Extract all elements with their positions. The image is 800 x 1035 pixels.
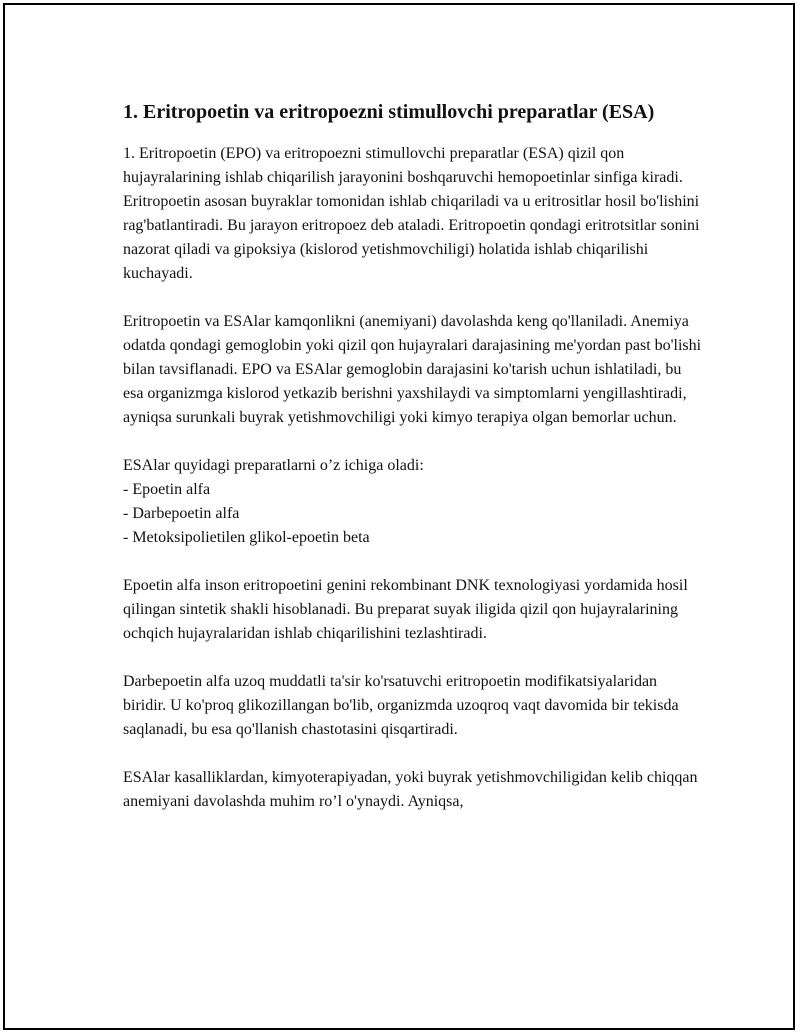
paragraph-epo-definition: 1. Eritropoetin (EPO) va eritropoezni stimullovchi preparatlar (ESA) qizil qon hujayralarining ishlab chiqarilish jarayonini boshqaruvchi hemopoetinlar sinfiga kiradi. Eritropoetin asosan buyraklar tomonidan ishlab chiqariladi va u eritrositlar hosil bo'lishini rag'batlantiradi. Bu jarayon eritropoez deb ataladi. Eritropoetin qondagi eritrotsitlar sonini nazorat qiladi va gipoksiya (kislorod yetishmovchiligi) holatida ishlab chiqarilishi kuchayadi. xyxy=(123,145,700,282)
list-item: - Metoksipolietilen glikol-epoetin beta xyxy=(123,529,370,546)
list-item: - Darbepoetin alfa xyxy=(123,505,240,522)
paragraph-gap xyxy=(123,646,703,670)
paragraph-gap xyxy=(123,742,703,766)
paragraph-gap xyxy=(123,430,703,454)
document-title: 1. Eritropoetin va eritropoezni stimullovchi preparatlar (ESA) xyxy=(123,101,655,123)
esa-list xyxy=(123,478,703,550)
paragraph-darbepoetin-alfa: Darbepoetin alfa uzoq muddatli ta'sir ko'rsatuvchi eritropoetin modifikatsiyalaridan biridir. U ko'proq glikozillangan bo'lib, organizmda uzoqroq vaqt davomida bir tekisda saqlanadi, bu esa qo'llanish chastotasini qisqartiradi. xyxy=(123,673,679,738)
list-item: - Epoetin alfa xyxy=(123,481,211,498)
page-frame xyxy=(3,3,795,1030)
paragraph-gap xyxy=(123,550,703,574)
paragraph-gap xyxy=(123,286,703,310)
document-body xyxy=(123,98,703,814)
list-intro: ESAlar quyidagi preparatlarni o’z ichiga oladi: xyxy=(123,457,424,474)
paragraph-epoetin-alfa: Epoetin alfa inson eritropoetini genini rekombinant DNK texnologiyasi yordamida hosil qilingan sintetik shakli hisoblanadi. Bu preparat suyak iligida qizil qon hujayralarining ochqich hujayralaridan ishlab chiqarilishini tezlashtiradi. xyxy=(123,577,688,642)
paragraph-esa-role: ESAlar kasalliklardan, kimyoterapiyadan, yoki buyrak yetishmovchiligidan kelib chiqqan anemiyani davolashda muhim ro’l o'ynaydi. Ayniqsa, xyxy=(123,769,698,810)
paragraph-anemia-treatment: Eritropoetin va ESAlar kamqonlikni (anemiyani) davolashda keng qo'llaniladi. Anemiya odatda qondagi gemoglobin yoki qizil qon hujayralari darajasining me'yordan past bo'lishi bilan tavsiflanadi. EPO va ESAlar gemoglobin darajasini ko'tarish uchun ishlatiladi, bu esa organizmga kislorod yetkazib berishni yaxshilaydi va simptomlarni yengillashtiradi, ayniqsa surunkali buyrak yetishmovchiligi yoki kimyo terapiya olgan bemorlar uchun. xyxy=(123,313,702,426)
